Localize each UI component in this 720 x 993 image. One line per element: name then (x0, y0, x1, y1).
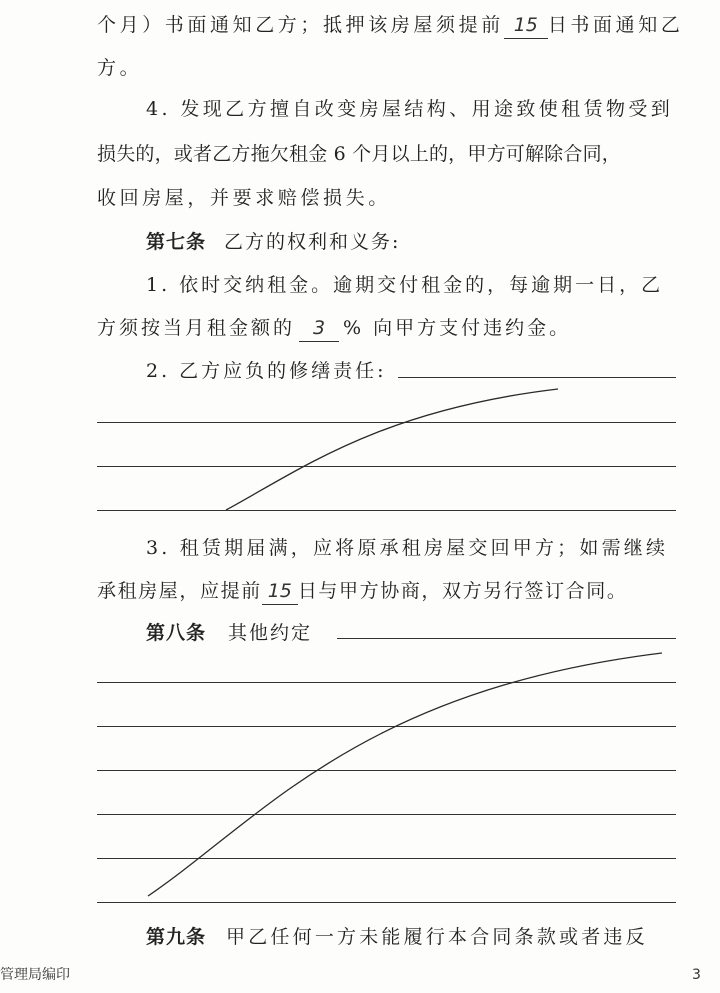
clause9-heading: 第九条 (146, 926, 207, 948)
footer-publisher: 管理局编印 (0, 967, 70, 983)
clause8-heading-line (146, 616, 720, 650)
clause7-heading: 第七条 (146, 231, 207, 253)
penalty-rate-handwritten: 3 (299, 315, 339, 342)
repair-duty-rule-2 (97, 466, 676, 467)
clause7-item3-text-b: 日与甲方协商，双方另行签订合同。 (297, 580, 628, 602)
strike-curve-other-terms (148, 653, 662, 896)
clause9-line (146, 920, 720, 954)
clause8-title: 其他约定 (228, 622, 313, 644)
other-terms-rule-2 (97, 726, 676, 727)
clause7-item3-line1: 3. 租赁期届满，应将原承租房屋交回甲方；如需继续 (146, 537, 669, 559)
clause7-item1-text-b: % 向甲方支付违约金。 (343, 317, 572, 339)
renewal-notice-days-handwritten: 15 (262, 578, 298, 605)
other-terms-rule-5 (97, 858, 676, 859)
clause9-text: 甲乙任何一方未能履行本合同条款或者违反 (226, 926, 648, 948)
clause7-item1-text-a: 方须按当月租金额的 (97, 317, 296, 339)
other-terms-rule-1 (97, 682, 676, 683)
clause6-item4-line1: 4. 发现乙方擅自改变房屋结构、用途致使租赁物受到 (146, 98, 674, 120)
strike-curve-repair (226, 389, 558, 510)
clause7-item3-line2 (97, 574, 720, 608)
clause7-item2: 2. 乙方应负的修缮责任: (146, 360, 387, 382)
clause8-heading: 第八条 (146, 622, 207, 644)
notice-days-handwritten: 15 (504, 12, 548, 39)
other-terms-rule-3 (97, 770, 676, 771)
clause7-item3-text-a: 承租房屋，应提前 (97, 580, 262, 602)
clause6-item4-line3: 收回房屋，并要求赔偿损失。 (97, 187, 391, 209)
other-terms-rule-6 (97, 902, 676, 903)
repair-duty-blank (398, 377, 676, 378)
clause7-heading-line (146, 225, 720, 259)
other-terms-blank (337, 638, 676, 639)
clause7-item1-line2 (97, 311, 720, 345)
clause7-item1-line1: 1. 依时交纳租金。逾期交付租金的，每逾期一日，乙 (146, 274, 664, 296)
clause6-line1-text: 个月）书面通知乙方；抵押该房屋须提前 (97, 14, 504, 36)
clause6-line1 (97, 8, 720, 42)
clause6-line2: 方。 (97, 57, 143, 79)
clause6-line1-text-b: 日书面通知乙 (547, 14, 684, 36)
page-number: 3 (692, 967, 701, 983)
other-terms-rule-4 (97, 814, 676, 815)
repair-duty-rule-3 (97, 510, 676, 511)
repair-duty-rule-1 (97, 422, 676, 423)
clause7-title: 乙方的权利和义务: (224, 231, 401, 253)
clause6-item4-line2: 损失的，或者乙方拖欠租金 6 个月以上的，甲方可解除合同， (97, 143, 621, 165)
